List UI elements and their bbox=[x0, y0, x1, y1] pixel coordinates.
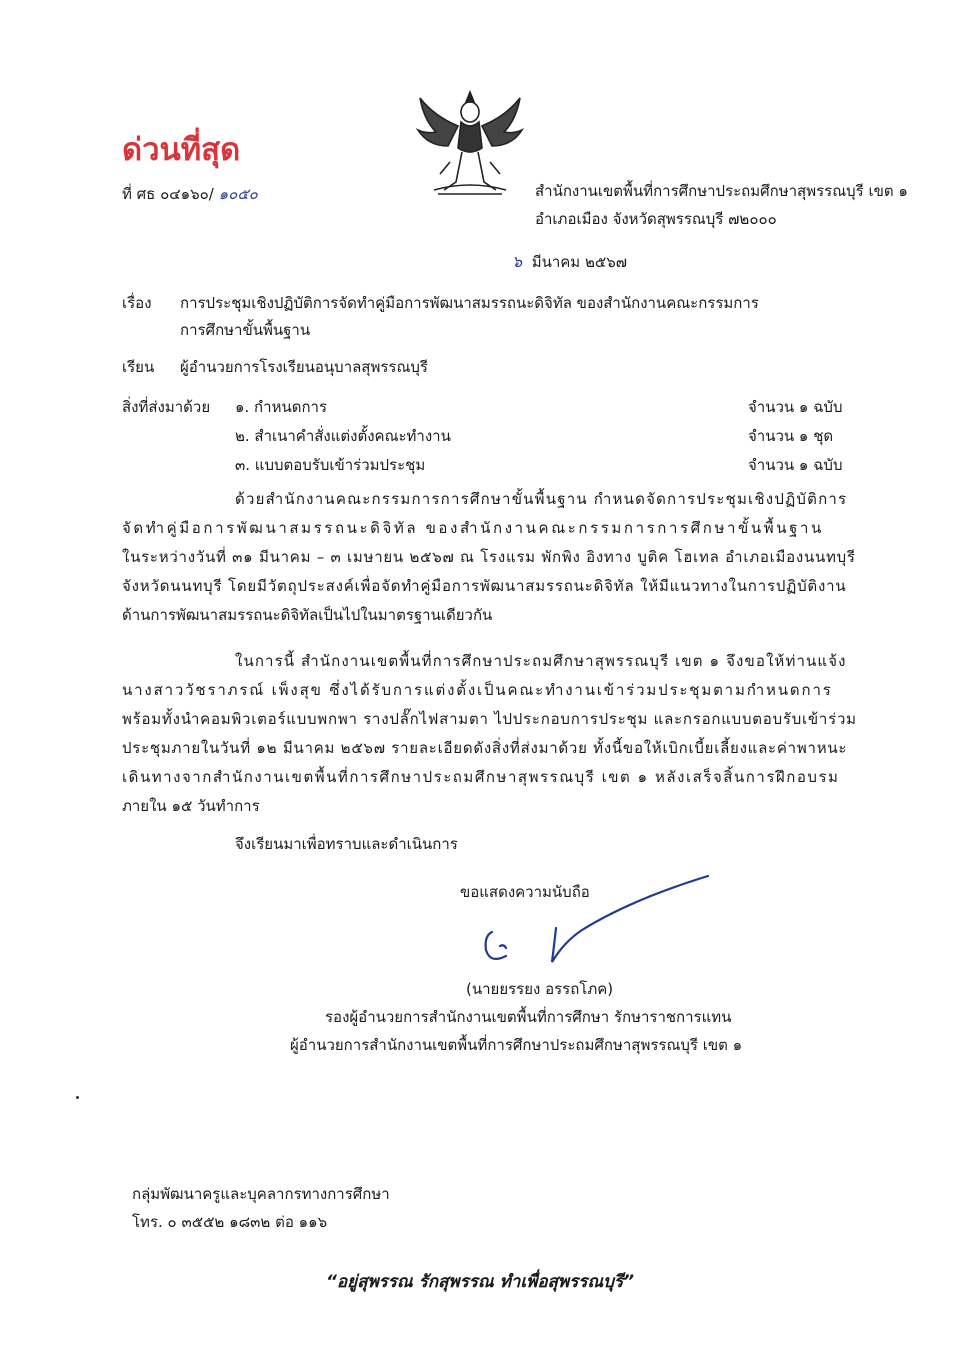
contact-phone: โทร. ๐ ๓๕๕๒ ๑๘๓๒ ต่อ ๑๑๖ bbox=[132, 1213, 328, 1231]
body-p2-line-2: นางสาววัชราภรณ์ เพ็งสุข ซึ่งได้รับการแต่งตั้งเป็นคณะทำงานเข้าร่วมประชุมตามกำหนดการ bbox=[122, 681, 833, 699]
document-number bbox=[122, 184, 258, 204]
subject-label: เรื่อง bbox=[122, 294, 152, 312]
body-p2-line-6: ภายใน ๑๕ วันทำการ bbox=[122, 797, 260, 815]
motto: “อยู่สุพรรณ รักสุพรรณ ทำเพื่อสุพรรณบุรี” bbox=[325, 1272, 635, 1292]
office-address: อำเภอเมือง จังหวัดสุพรรณบุรี ๗๒๐๐๐ bbox=[535, 210, 777, 228]
signer-position-2: ผู้อำนวยการสำนักงานเขตพื้นที่การศึกษาประถมศึกษาสุพรรณบุรี เขต ๑ bbox=[290, 1036, 743, 1054]
enclosure-item-2: ๒. สำเนาคำสั่งแต่งตั้งคณะทำงาน bbox=[235, 427, 451, 445]
signer-name: (นายยรรยง อรรถโภค) bbox=[466, 980, 614, 998]
document-date bbox=[512, 252, 627, 272]
garuda-emblem-icon bbox=[414, 86, 526, 204]
subject-line-2: การศึกษาขั้นพื้นฐาน bbox=[180, 321, 311, 339]
body-p2-line-5: เดินทางจากสำนักงานเขตพื้นที่การศึกษาประถมศึกษาสุพรรณบุรี เขต ๑ หลังเสร็จสิ้นการฝึกอบรม bbox=[122, 768, 840, 786]
enclosure-item-3: ๓. แบบตอบรับเข้าร่วมประชุม bbox=[235, 456, 426, 474]
body-p2-line-3: พร้อมทั้งนำคอมพิวเตอร์แบบพกพา รางปลั๊กไฟสามตา ไปประกอบการประชุม และกรอกแบบตอบรับเข้าร่วม bbox=[122, 710, 857, 728]
closing-salutation: ขอแสดงความนับถือ bbox=[460, 883, 590, 901]
date-month-year: มีนาคม ๒๕๖๗ bbox=[531, 253, 627, 271]
body-p2-line-1: ในการนี้ สำนักงานเขตพื้นที่การศึกษาประถมศึกษาสุพรรณบุรี เขต ๑ จึงขอให้ท่านแจ้ง bbox=[235, 652, 847, 670]
enclosure-qty-2: จำนวน ๑ ชุด bbox=[748, 427, 834, 445]
scan-speck bbox=[76, 1096, 79, 1099]
subject-line-1: การประชุมเชิงปฏิบัติการจัดทำคู่มือการพัฒนาสมรรถนะดิจิทัล ของสำนักงานคณะกรรมการ bbox=[180, 294, 759, 312]
date-day-handwritten: ๖ bbox=[512, 252, 523, 271]
closing-statement: จึงเรียนมาเพื่อทราบและดำเนินการ bbox=[235, 835, 458, 853]
body-p1-line-2: จัดทำคู่มือการพัฒนาสมรรถนะดิจิทัล ของสำนักงานคณะกรรมการการศึกษาขั้นพื้นฐาน bbox=[122, 519, 824, 537]
document-number-prefix: ที่ ศธ ๐๔๑๖๐/ bbox=[122, 185, 219, 203]
enclosure-qty-3: จำนวน ๑ ฉบับ bbox=[748, 456, 843, 474]
body-p2-line-4: ประชุมภายในวันที่ ๑๒ มีนาคม ๒๕๖๗ รายละเอียดดังสิ่งที่ส่งมาด้วย ทั้งนี้ขอให้เบิกเบี้ยเลี้ยงและค่าพาหนะ bbox=[122, 739, 848, 757]
body-p1-line-3: ในระหว่างวันที่ ๓๑ มีนาคม – ๓ เมษายน ๒๕๖๗ ณ โรงแรม พักพิง อิงทาง บูติค โฮเทล อำเภอเมืองนนทบุรี bbox=[122, 548, 856, 566]
body-p1-line-4: จังหวัดนนทบุรี โดยมีวัตถุประสงค์เพื่อจัดทำคู่มือการพัฒนาสมรรถนะดิจิทัล ให้มีแนวทางในการปฏิบัติงาน bbox=[122, 577, 847, 595]
signer-position-1: รองผู้อำนวยการสำนักงานเขตพื้นที่การศึกษา รักษาราชการแทน bbox=[325, 1008, 732, 1026]
enclosures-label: สิ่งที่ส่งมาด้วย bbox=[122, 398, 211, 416]
enclosure-qty-1: จำนวน ๑ ฉบับ bbox=[748, 398, 843, 416]
urgency-label: ด่วนที่สุด bbox=[122, 132, 241, 168]
body-p1-line-1: ด้วยสำนักงานคณะกรรมการการศึกษาขั้นพื้นฐาน กำหนดจัดการประชุมเชิงปฏิบัติการ bbox=[235, 490, 848, 508]
addressee-label: เรียน bbox=[122, 358, 155, 376]
body-p1-line-5: ด้านการพัฒนาสมรรถนะดิจิทัลเป็นไปในมาตรฐานเดียวกัน bbox=[122, 606, 493, 624]
office-name: สำนักงานเขตพื้นที่การศึกษาประถมศึกษาสุพรรณบุรี เขต ๑ bbox=[535, 182, 908, 200]
addressee-name: ผู้อำนวยการโรงเรียนอนุบาลสุพรรณบุรี bbox=[180, 358, 428, 376]
handwritten-signature bbox=[470, 872, 720, 982]
enclosure-item-1: ๑. กำหนดการ bbox=[235, 398, 328, 416]
document-number-handwritten: ๑๐๕๐ bbox=[218, 185, 258, 203]
contact-department: กลุ่มพัฒนาครูและบุคลากรทางการศึกษา bbox=[132, 1185, 390, 1203]
